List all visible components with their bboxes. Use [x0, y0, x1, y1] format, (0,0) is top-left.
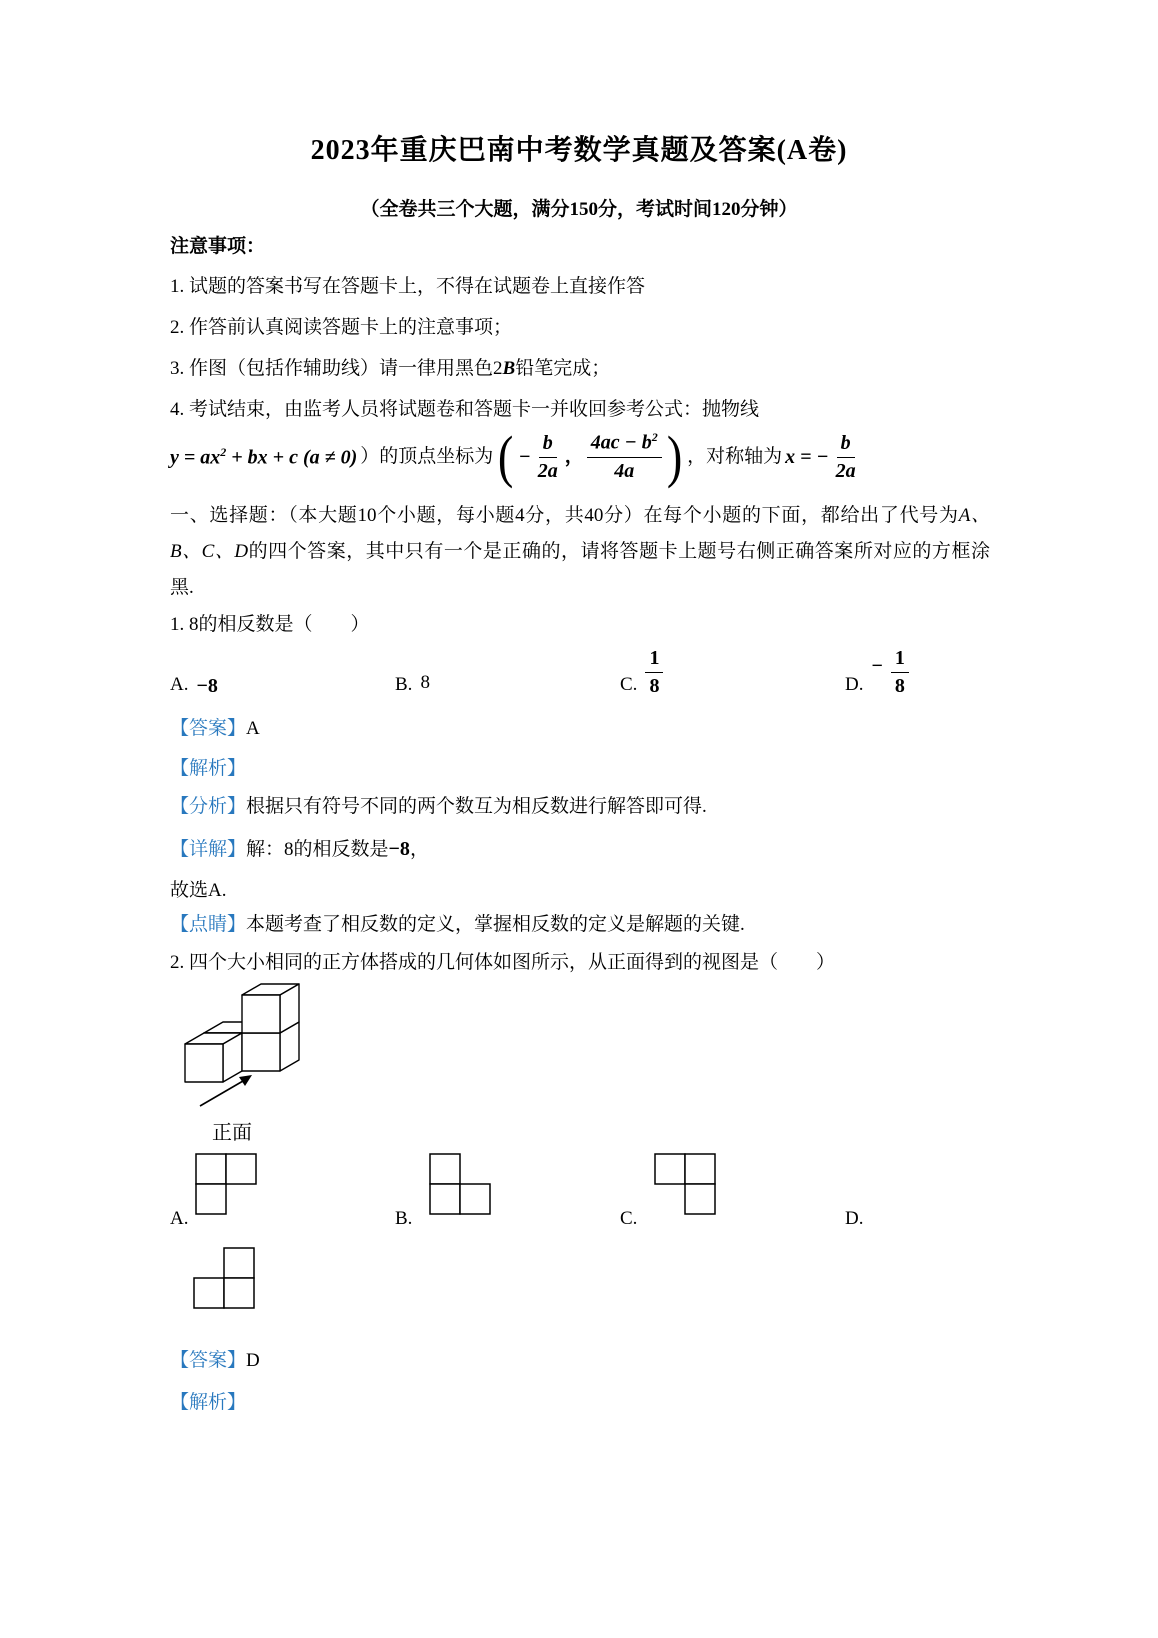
page-title: 2023年重庆巴南中考数学真题及答案(A卷) [310, 135, 848, 166]
q1-fenxi-text: 根据只有符号不同的两个数互为相反数进行解答即可得. [246, 796, 707, 817]
note-item-2: 2. 作答前认真阅读答题卡上的注意事项； [170, 317, 513, 338]
formula-comma: ， [564, 446, 584, 467]
q1-jiexi-line [170, 754, 246, 784]
note-item-1: 1. 试题的答案书写在答题卡上，不得在试题卷上直接作答 [170, 276, 646, 297]
q1-stem: 1. 8的相反数是（ ） [170, 614, 370, 635]
view-option-c-figure [653, 1152, 717, 1216]
fraction-b-over-2a [534, 432, 562, 483]
fraction-numerator: 1 [645, 647, 663, 673]
view-option-a-figure [194, 1152, 258, 1216]
q1-option-a [170, 672, 218, 698]
q2-answer-value: D [246, 1350, 260, 1371]
note-item-3-text: 3. 作图（包括作辅助线）请一律用黑色2 [170, 358, 503, 379]
q2-options-row [170, 1150, 990, 1236]
view-option-b-figure [428, 1152, 492, 1216]
section-choice-intro [170, 498, 990, 606]
answer-tag: 【答案】 [170, 718, 247, 739]
xiangjie-tag: 【详解】 [170, 839, 247, 860]
formula-axis-equation: x = − [785, 445, 829, 468]
q1-xiangjie-line [170, 834, 429, 865]
q2-option-d-label: D. [845, 1208, 864, 1229]
q1-xiangjie-comma: ， [409, 839, 429, 860]
q1-option-b-value: 8 [420, 672, 430, 693]
fraction-numerator: 1 [891, 647, 909, 673]
q1-option-d-label: D. [845, 674, 864, 695]
q1-xiangjie-text: 解：8的相反数是 [246, 839, 389, 860]
page-subtitle: （全卷共三个大题，满分150分，考试时间120分钟） [360, 199, 798, 220]
q1-options-row [170, 638, 990, 700]
dianjing-tag: 【点睛】 [170, 914, 247, 935]
fraction-denominator: 4a [614, 459, 635, 482]
jiexi-tag: 【解析】 [170, 758, 247, 779]
q1-option-d-minus: − [871, 655, 883, 677]
close-paren-glyph: ) [666, 424, 683, 489]
intro-option-letters: A、B、C、D [170, 505, 990, 562]
q1-answer-line [170, 714, 260, 744]
formula-minus-sign: − [518, 445, 531, 468]
intro-text-a: 一、选择题：（本大题10个小题，每小题4分，共40分）在每个小题的下面，都给出了代号为 [170, 505, 959, 526]
fraction-denominator: 8 [894, 675, 905, 697]
formula-vertex-text: ）的顶点坐标为 [360, 446, 494, 467]
q1-option-a-label: A. [170, 674, 189, 695]
q1-option-c [620, 647, 663, 698]
view-option-d-figure [192, 1246, 256, 1310]
intro-text-b: 的四个答案，其中只有一个是正确的，请将答题卡上题号右侧正确答案所对应的方框涂黑. [170, 541, 990, 598]
cube-assembly-figure [166, 982, 316, 1114]
q1-option-c-label: C. [620, 674, 638, 695]
fraction-numerator: b [539, 432, 557, 458]
q1-conclusion-line: 故选A. [170, 880, 227, 901]
q2-option-a-label: A. [170, 1208, 189, 1229]
formula-eq-exponent: 2 [220, 444, 227, 459]
q1-dianjing-text: 本题考查了相反数的定义，掌握相反数的定义是解题的关键. [246, 914, 745, 935]
q1-option-a-value: −8 [196, 675, 218, 697]
fraction-denominator: 2a [835, 459, 856, 482]
fraction-numerator: b [837, 432, 855, 458]
formula-axis-text: ，对称轴为 [687, 446, 783, 467]
fraction-num-exponent: 2 [651, 430, 658, 445]
fenxi-tag: 【分析】 [170, 796, 247, 817]
front-view-label: 正面 [212, 1122, 252, 1144]
notes-heading: 注意事项： [170, 236, 266, 257]
q1-dianjing-line [170, 910, 745, 940]
q1-option-b [395, 668, 430, 698]
fraction-numerator [587, 431, 662, 458]
q2-jiexi-line [170, 1388, 246, 1418]
q2-option-c-label: C. [620, 1208, 638, 1229]
q1-option-d [845, 647, 909, 698]
q1-option-c-fraction [645, 647, 663, 698]
formula-eq-right: + bx + c (a ≠ 0) [226, 446, 358, 469]
note-item-3 [170, 354, 610, 384]
fraction-num-text: 4ac − b [590, 431, 652, 454]
q1-option-b-label: B. [395, 674, 413, 695]
q1-xiangjie-value: −8 [388, 838, 410, 860]
formula-equation [170, 445, 357, 470]
fraction-b-over-2a-axis [832, 432, 860, 483]
q1-answer-value: A [246, 718, 260, 739]
note-item-3-pencil-grade: B [502, 358, 516, 379]
q1-option-d-fraction [891, 647, 909, 698]
cube-group [185, 984, 299, 1082]
q1-fenxi-line [170, 792, 707, 822]
parabola-formula [170, 420, 860, 494]
q2-stem: 2. 四个大小相同的正方体搭成的几何体如图所示，从正面得到的视图是（ ） [170, 952, 836, 973]
q2-answer-line [170, 1346, 260, 1376]
open-paren-glyph: ( [498, 424, 514, 489]
jiexi-tag: 【解析】 [170, 1392, 247, 1413]
answer-tag: 【答案】 [170, 1350, 247, 1371]
note-item-3-text-2: 铅笔完成； [515, 358, 611, 379]
q2-option-b-label: B. [395, 1208, 413, 1229]
note-item-4: 4. 考试结束，由监考人员将试题卷和答题卡一并收回参考公式：抛物线 [170, 399, 760, 420]
fraction-denominator: 8 [649, 675, 660, 697]
fraction-4ac-b2-over-4a [587, 431, 662, 483]
formula-eq-left: y = ax [170, 446, 221, 469]
fraction-denominator: 2a [537, 459, 558, 482]
